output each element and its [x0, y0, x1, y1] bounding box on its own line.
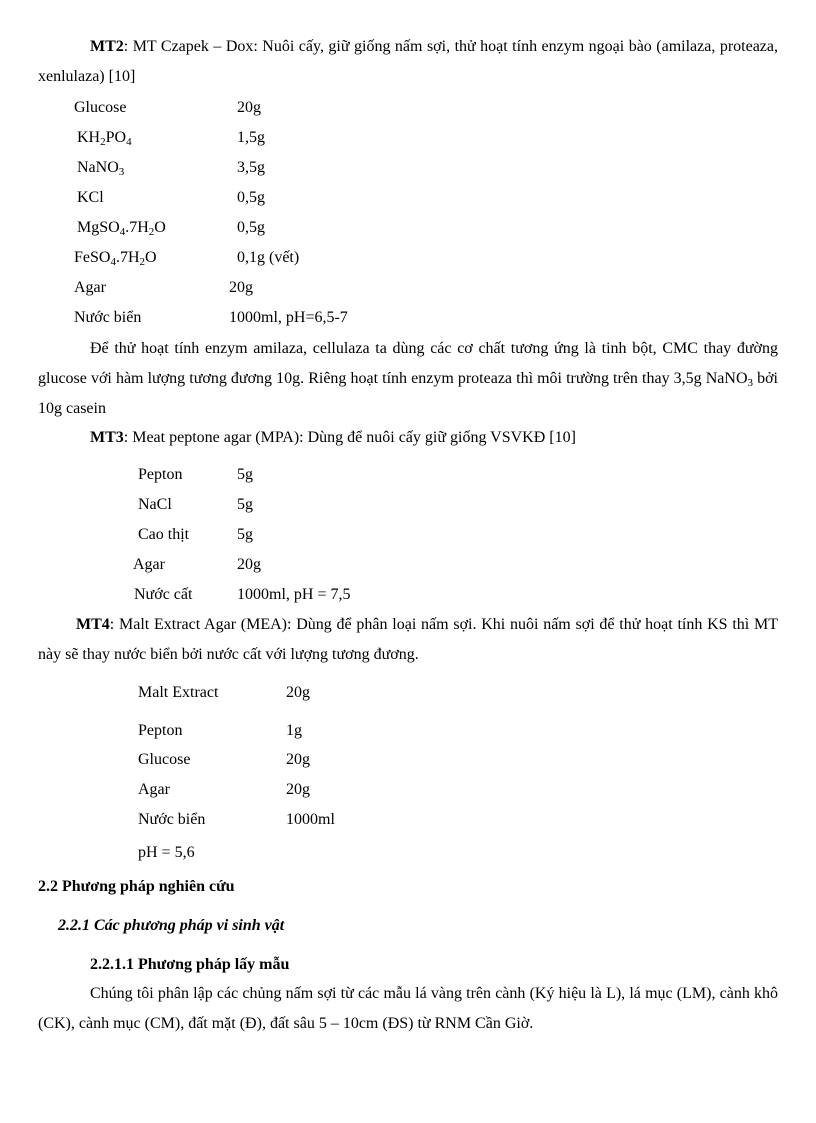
mt4-intro: : Malt Extract Agar (MEA): Dùng để phân loại nấm sợi. Khi nuôi nấm sợi để thử hoạt tính KS thì MT này sẽ thay nước biển bởi nước cất với lượng tương đương.: [38, 616, 778, 663]
ingredient-amount: 1000ml: [286, 811, 335, 828]
ingredient-amount: 5g: [237, 526, 253, 543]
ingredient-amount: 20g: [229, 279, 253, 296]
ingredient-amount: 20g: [286, 781, 310, 798]
ingredient-name: NaNO$_3$: [77, 159, 125, 178]
section-heading-2-2-1-1: 2.2.1.1 Phương pháp lấy mẫu: [90, 956, 290, 973]
ingredient-name: Agar: [138, 781, 170, 798]
ingredient-amount: 5g: [237, 496, 253, 513]
ingredient-name: Glucose: [138, 751, 191, 768]
mt3-intro: : Meat peptone agar (MPA): Dùng để nuôi cấy giữ giống VSVKĐ [10]: [123, 429, 576, 446]
ingredient-amount: 20g: [286, 684, 310, 701]
ingredient-amount: 20g: [237, 99, 261, 116]
mt3-label: MT3: [90, 429, 124, 446]
ingredient-name: Pepton: [138, 722, 183, 739]
ingredient-amount: 1g: [286, 722, 302, 739]
mt2-intro: : MT Czapek – Dox: Nuôi cấy, giữ giống nấm sợi, thử hoạt tính enzym ngoại bào (amilaza, proteaza, xenlulaza) [10]: [38, 38, 778, 85]
ingredient-amount: 20g: [237, 556, 261, 573]
mt2-note-text: Để thử hoạt tính enzym amilaza, cellulaza ta dùng các cơ chất tương ứng là tinh bột, CMC thay đường glucose với hàm lượng tương đương 10g. Riêng hoạt tính enzym proteaza thì môi trường trên thay 3,5g NaNO: [38, 340, 778, 387]
ingredient-name: NaCl: [138, 496, 172, 513]
ingredient-name: Nước cất: [134, 586, 193, 603]
ingredient-name: $FeSO_4.7H_2O$: [74, 249, 157, 268]
section-heading-2-2: 2.2 Phương pháp nghiên cứu: [38, 878, 235, 895]
mt4-paragraph: [38, 610, 778, 670]
ingredient-amount: 3,5g: [237, 159, 265, 176]
ingredient-name: $KH_2PO_4$: [77, 129, 132, 148]
ingredient-amount: 1000ml, pH = 7,5: [237, 586, 351, 603]
ingredient-amount: 0,5g: [237, 219, 265, 236]
ingredient-name: KCl: [77, 189, 104, 206]
mt4-label: MT4: [76, 616, 110, 633]
sampling-text: Chúng tôi phân lập các chủng nấm sợi từ các mẫu lá vàng trên cành (Ký hiệu là L), lá mục (LM), cành khô (CK), cành mục (CM), đất mặt (Đ), đất sâu 5 – 10cm (ĐS) từ RNM Cần Giờ.: [38, 985, 778, 1032]
ingredient-amount: 0,1g (vết): [237, 249, 300, 266]
mt3-heading: [90, 427, 576, 449]
ingredient-amount: 20g: [286, 751, 310, 768]
section-heading-2-2-1: 2.2.1 Các phương pháp vi sinh vật: [58, 917, 285, 934]
ingredient-name: $MgSO_4.7H_2O$: [77, 219, 166, 238]
mt2-paragraph: [38, 32, 778, 92]
ingredient-name: Nước biển: [138, 811, 206, 828]
ingredient-name: Malt Extract: [138, 684, 219, 701]
ingredient-name: Pepton: [138, 466, 183, 483]
ingredient-name: Cao thịt: [138, 526, 190, 543]
sampling-paragraph: [38, 979, 778, 1039]
mt2-note-paragraph: Để thử hoạt tính enzym amilaza, cellulaza ta dùng các cơ chất tương ứng là tinh bột, CMC thay đường glucose với hàm lượng tương đương 10g. Riêng hoạt tính enzym proteaza thì môi trường trên thay 3,5g NaNO$_3$ bởi 10g casein: [38, 340, 779, 417]
ingredient-name: Agar: [74, 279, 106, 296]
ingredient-amount: 5g: [237, 466, 253, 483]
ingredient-name: Agar: [133, 556, 165, 573]
ingredient-amount: 0,5g: [237, 189, 265, 206]
ingredient-amount: 1,5g: [237, 129, 265, 146]
ph-value: pH = 5,6: [138, 844, 195, 861]
ingredient-name: Glucose: [74, 99, 127, 116]
mt2-label: MT2: [90, 38, 124, 55]
ingredient-amount: 1000ml, pH=6,5-7: [229, 309, 348, 326]
ingredient-name: Nước biển: [74, 309, 142, 326]
